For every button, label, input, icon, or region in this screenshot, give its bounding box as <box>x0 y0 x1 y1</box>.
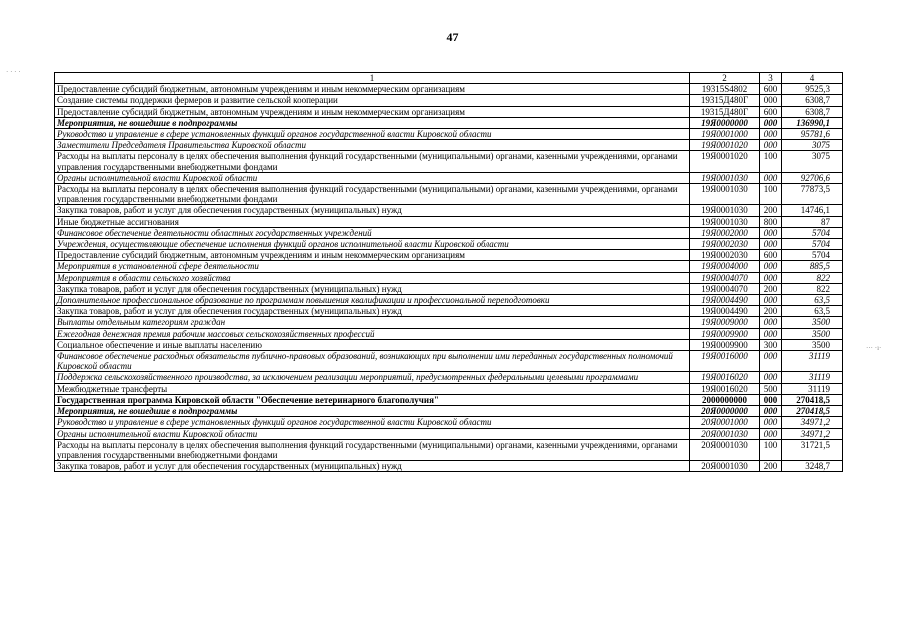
table-row <box>55 295 843 306</box>
row-name: Органы исполнительной власти Кировской области <box>55 172 690 183</box>
row-name: Мероприятия в установленной сфере деятельности <box>55 261 690 272</box>
row-expense-type: 600 <box>760 84 782 95</box>
row-expense-type: 000 <box>760 227 782 238</box>
header-sum: 4 <box>782 73 843 84</box>
table-row <box>55 283 843 294</box>
row-expense-type: 000 <box>760 172 782 183</box>
row-code: 19Я0004490 <box>690 295 760 306</box>
table-row <box>55 428 843 439</box>
row-expense-type: 300 <box>760 339 782 350</box>
table-row <box>55 172 843 183</box>
table-row <box>55 227 843 238</box>
row-expense-type: 000 <box>760 261 782 272</box>
row-code: 19Я0001020 <box>690 140 760 151</box>
row-amount: 34971,2 <box>782 417 843 428</box>
row-code: 20Я0001030 <box>690 461 760 472</box>
row-expense-type: 000 <box>760 406 782 417</box>
row-code: 19315Д480Г <box>690 106 760 117</box>
row-name: Учреждения, осуществляющие обеспечение исполнения функций органов исполнительной власти Кировской области <box>55 239 690 250</box>
row-name: Межбюджетные трансферты <box>55 383 690 394</box>
header-vr: 3 <box>760 73 782 84</box>
row-expense-type: 000 <box>760 95 782 106</box>
table-row <box>55 351 843 372</box>
row-code: 19Я0001030 <box>690 216 760 227</box>
row-expense-type: 600 <box>760 250 782 261</box>
row-amount: 6308,7 <box>782 95 843 106</box>
row-amount: 3248,7 <box>782 461 843 472</box>
row-amount: 136990,1 <box>782 117 843 128</box>
row-name: Предоставление субсидий бюджетным, автономным учреждениям и иным некоммерческим организациям <box>55 106 690 117</box>
row-amount: 822 <box>782 283 843 294</box>
row-name: Закупка товаров, работ и услуг для обеспечения государственных (муниципальных) нужд <box>55 283 690 294</box>
table-row <box>55 461 843 472</box>
row-name: Руководство и управление в сфере установленных функций органов государственной власти Кировской области <box>55 417 690 428</box>
row-name: Финансовое обеспечение расходных обязательств публично-правовых образований, возникающих при выполнении ими переданных государственных полномочий Кировской области <box>55 351 690 372</box>
row-amount: 885,5 <box>782 261 843 272</box>
row-code: 19Я0002030 <box>690 239 760 250</box>
table-row <box>55 394 843 405</box>
row-amount: 63,5 <box>782 295 843 306</box>
row-code: 19315S4802 <box>690 84 760 95</box>
row-amount: 31119 <box>782 383 843 394</box>
row-code: 19Я0002030 <box>690 250 760 261</box>
row-code: 19Я0016000 <box>690 351 760 372</box>
table-row <box>55 140 843 151</box>
row-amount: 6308,7 <box>782 106 843 117</box>
table-row <box>55 84 843 95</box>
table-row <box>55 339 843 350</box>
header-code: 2 <box>690 73 760 84</box>
row-code: 19Я0001000 <box>690 129 760 140</box>
row-code: 19Я0001020 <box>690 151 760 172</box>
row-expense-type: 100 <box>760 184 782 205</box>
row-code: 19Я0004070 <box>690 272 760 283</box>
row-amount: 5704 <box>782 250 843 261</box>
budget-table <box>54 72 843 472</box>
row-amount: 95781,6 <box>782 129 843 140</box>
row-name: Закупка товаров, работ и услуг для обеспечения государственных (муниципальных) нужд <box>55 306 690 317</box>
table-row <box>55 306 843 317</box>
row-code: 19Я0004490 <box>690 306 760 317</box>
row-code: 19Я0009000 <box>690 317 760 328</box>
row-name: Создание системы поддержки фермеров и развитие сельской кооперации <box>55 95 690 106</box>
row-expense-type: 200 <box>760 461 782 472</box>
row-amount: 3075 <box>782 140 843 151</box>
row-amount: 34971,2 <box>782 428 843 439</box>
row-code: 20Я0001000 <box>690 417 760 428</box>
row-amount: 5704 <box>782 227 843 238</box>
row-code: 19Я0001030 <box>690 184 760 205</box>
row-amount: 87 <box>782 216 843 227</box>
table-row <box>55 239 843 250</box>
row-amount: 3500 <box>782 317 843 328</box>
row-name: Расходы на выплаты персоналу в целях обеспечения выполнения функций государственными (муниципальными) органами, казенными учреждениями, органами управления государственными внебюджетными фондами <box>55 184 690 205</box>
row-code: 19Я0009900 <box>690 339 760 350</box>
row-name: Органы исполнительной власти Кировской области <box>55 428 690 439</box>
row-code: 19Я0000000 <box>690 117 760 128</box>
row-expense-type: 800 <box>760 216 782 227</box>
table-row <box>55 184 843 205</box>
row-amount: 270418,5 <box>782 394 843 405</box>
row-amount: 14746,1 <box>782 205 843 216</box>
row-amount: 822 <box>782 272 843 283</box>
left-margin-mark: · · · · <box>6 68 21 76</box>
row-expense-type: 000 <box>760 272 782 283</box>
row-name: Закупка товаров, работ и услуг для обеспечения государственных (муниципальных) нужд <box>55 461 690 472</box>
row-expense-type: 000 <box>760 295 782 306</box>
table-header-row <box>55 73 843 84</box>
row-expense-type: 000 <box>760 372 782 383</box>
table-row <box>55 272 843 283</box>
table-row <box>55 95 843 106</box>
row-expense-type: 000 <box>760 129 782 140</box>
row-expense-type: 200 <box>760 306 782 317</box>
row-expense-type: 000 <box>760 351 782 372</box>
row-amount: 31119 <box>782 372 843 383</box>
row-code: 19Я0004070 <box>690 283 760 294</box>
row-amount: 31119 <box>782 351 843 372</box>
table-row <box>55 151 843 172</box>
row-name: Финансовое обеспечение деятельности областных государственных учреждений <box>55 227 690 238</box>
table-row <box>55 250 843 261</box>
page-number: 47 <box>446 30 459 44</box>
row-code: 19Я0002000 <box>690 227 760 238</box>
row-code: 19Я0016020 <box>690 372 760 383</box>
row-amount: 77873,5 <box>782 184 843 205</box>
header-name: 1 <box>55 73 690 84</box>
table-row <box>55 417 843 428</box>
row-expense-type: 000 <box>760 394 782 405</box>
row-code: 19Я0009900 <box>690 328 760 339</box>
table-row <box>55 106 843 117</box>
row-expense-type: 000 <box>760 317 782 328</box>
row-code: 2000000000 <box>690 394 760 405</box>
row-code: 20Я0001030 <box>690 428 760 439</box>
row-code: 19Я0001030 <box>690 172 760 183</box>
row-name: Мероприятия, не вошедшие в подпрограммы <box>55 117 690 128</box>
row-name: Мероприятия, не вошедшие в подпрограммы <box>55 406 690 417</box>
row-amount: 270418,5 <box>782 406 843 417</box>
row-code: 20Я0000000 <box>690 406 760 417</box>
row-name: Расходы на выплаты персоналу в целях обеспечения выполнения функций государственными (муниципальными) органами, казенными учреждениями, органами управления государственными внебюджетными фондами <box>55 151 690 172</box>
row-amount: 5704 <box>782 239 843 250</box>
row-expense-type: 200 <box>760 283 782 294</box>
table-row <box>55 117 843 128</box>
row-amount: 63,5 <box>782 306 843 317</box>
row-name: Ежегодная денежная премия рабочим массовых сельскохозяйственных профессий <box>55 328 690 339</box>
row-code: 19315Д480Г <box>690 95 760 106</box>
table-row <box>55 317 843 328</box>
row-name: Предоставление субсидий бюджетным, автономным учреждениям и иным некоммерческим организациям <box>55 250 690 261</box>
row-expense-type: 600 <box>760 106 782 117</box>
row-name: Социальное обеспечение и иные выплаты населению <box>55 339 690 350</box>
table-row <box>55 205 843 216</box>
row-amount: 31721,5 <box>782 439 843 460</box>
row-code: 19Я0016020 <box>690 383 760 394</box>
row-name: Иные бюджетные ассигнования <box>55 216 690 227</box>
row-expense-type: 000 <box>760 239 782 250</box>
row-expense-type: 200 <box>760 205 782 216</box>
row-name: Предоставление субсидий бюджетным, автономным учреждениям и иным некоммерческим организациям <box>55 84 690 95</box>
row-expense-type: 000 <box>760 117 782 128</box>
row-name: Поддержка сельскохозяйственного производства, за исключением реализации мероприятий, предусмотренных федеральными целевыми программами <box>55 372 690 383</box>
right-margin-mark: ··· ·ı· <box>866 344 882 352</box>
row-code: 20Я0001030 <box>690 439 760 460</box>
row-code: 19Я0004000 <box>690 261 760 272</box>
row-expense-type: 100 <box>760 439 782 460</box>
table-row <box>55 129 843 140</box>
row-name: Мероприятия в области сельского хозяйства <box>55 272 690 283</box>
table-row <box>55 406 843 417</box>
table-row <box>55 328 843 339</box>
table-row <box>55 261 843 272</box>
row-name: Дополнительное профессиональное образование по программам повышения квалификации и профессиональной переподготовки <box>55 295 690 306</box>
table-row <box>55 216 843 227</box>
row-name: Закупка товаров, работ и услуг для обеспечения государственных (муниципальных) нужд <box>55 205 690 216</box>
table-row <box>55 439 843 460</box>
row-code: 19Я0001030 <box>690 205 760 216</box>
row-expense-type: 000 <box>760 417 782 428</box>
row-name: Руководство и управление в сфере установленных функций органов государственной власти Кировской области <box>55 129 690 140</box>
row-amount: 3500 <box>782 328 843 339</box>
table-row <box>55 383 843 394</box>
row-name: Государственная программа Кировской области "Обеспечение ветеринарного благополучия" <box>55 394 690 405</box>
row-amount: 9525,3 <box>782 84 843 95</box>
row-amount: 92706,6 <box>782 172 843 183</box>
row-amount: 3500 <box>782 339 843 350</box>
row-expense-type: 500 <box>760 383 782 394</box>
row-name: Заместители Председателя Правительства Кировской области <box>55 140 690 151</box>
row-expense-type: 000 <box>760 428 782 439</box>
row-name: Расходы на выплаты персоналу в целях обеспечения выполнения функций государственными (муниципальными) органами, казенными учреждениями, органами управления государственными внебюджетными фондами <box>55 439 690 460</box>
row-expense-type: 100 <box>760 151 782 172</box>
table-row <box>55 372 843 383</box>
row-name: Выплаты отдельным категориям граждан <box>55 317 690 328</box>
row-expense-type: 000 <box>760 140 782 151</box>
row-amount: 3075 <box>782 151 843 172</box>
row-expense-type: 000 <box>760 328 782 339</box>
